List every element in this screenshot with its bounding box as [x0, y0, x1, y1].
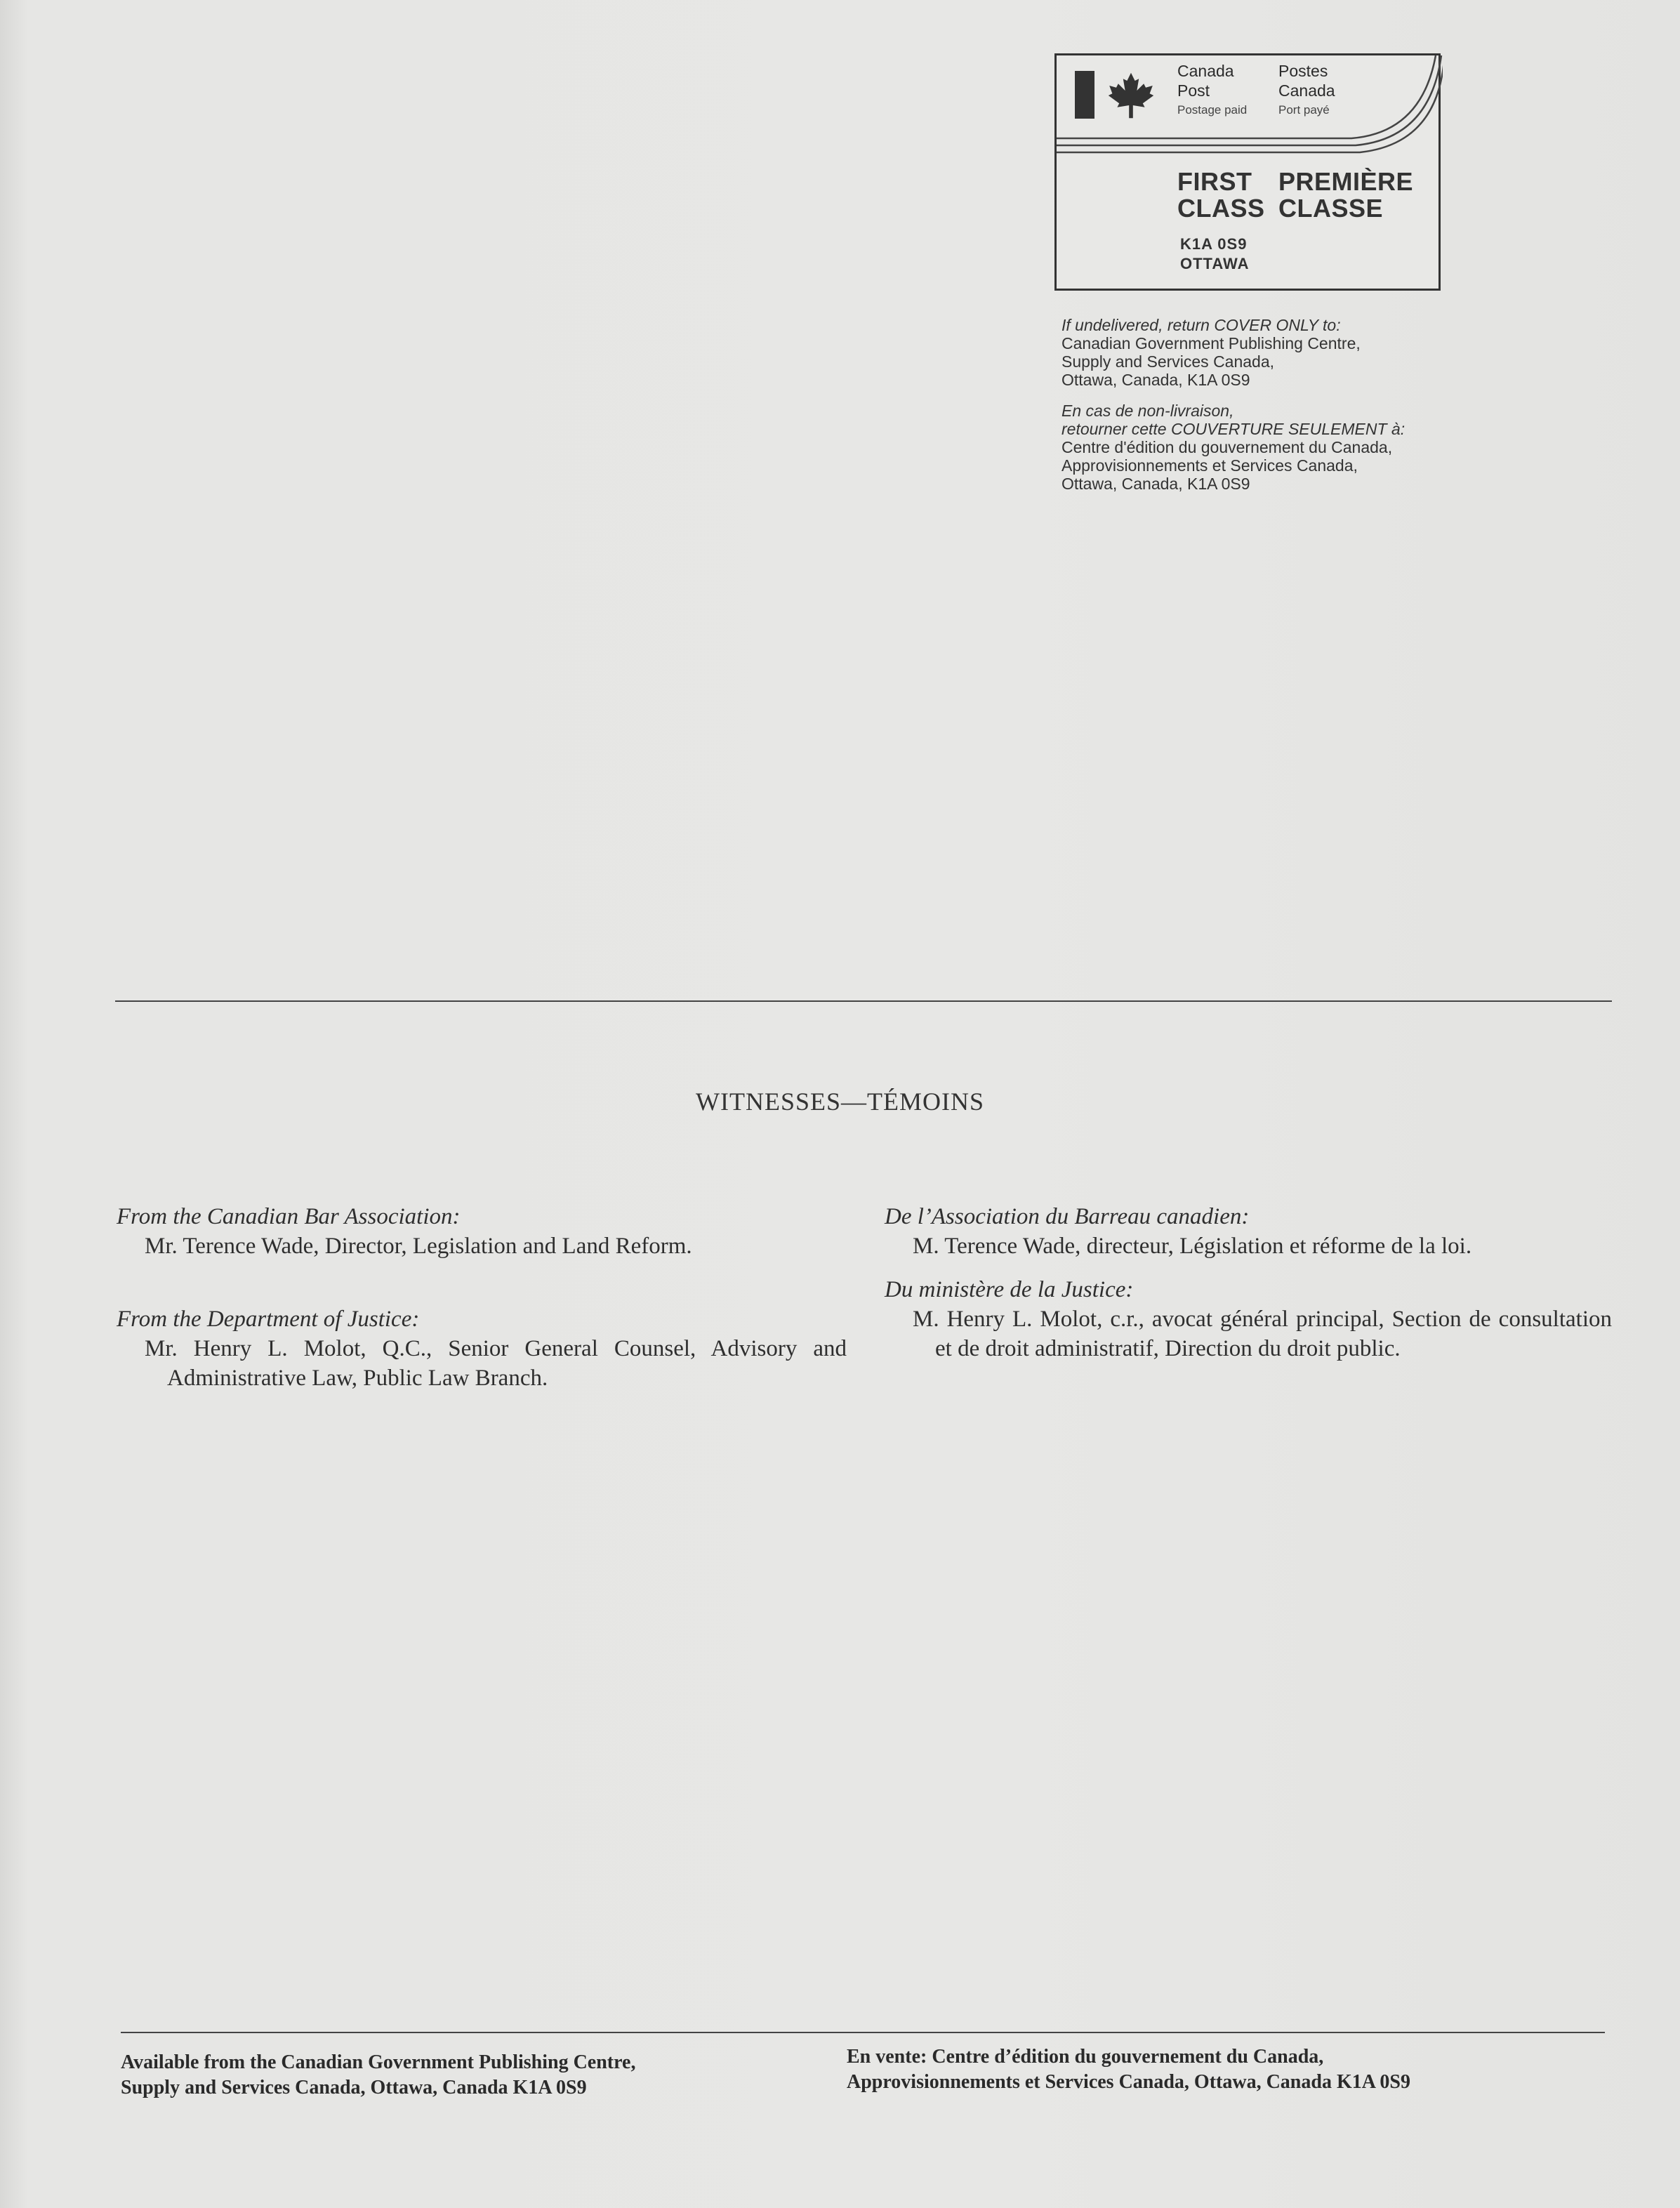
return-en-line: Supply and Services Canada,	[1061, 352, 1275, 371]
footer-en-line: Supply and Services Canada, Ottawa, Canada K1A 0S9	[121, 2077, 587, 2098]
return-en-line: Canadian Government Publishing Centre,	[1061, 334, 1361, 352]
witness-entry: Mr. Henry L. Molot, Q.C., Senior General Counsel, Advisory and Administrative Law, Public Law Branch.	[145, 1336, 847, 1391]
return-notice	[1061, 316, 1553, 493]
return-fr-line: Approvisionnements et Services Canada,	[1061, 456, 1358, 475]
witness-heading: From the Department of Justice:	[117, 1307, 420, 1332]
flag-bar	[1075, 71, 1094, 119]
witnesses-english-column	[117, 1202, 847, 1393]
indicia-canada-fr: Canada	[1278, 81, 1335, 100]
return-en-line: Ottawa, Canada, K1A 0S9	[1061, 371, 1250, 389]
indicia-premiere: PREMIÈRE	[1278, 167, 1414, 196]
witnesses-french-column	[885, 1202, 1612, 1363]
footer-divider	[121, 2032, 1605, 2033]
footer-en-line: Available from the Canadian Government Publishing Centre,	[121, 2051, 636, 2073]
witness-entry: M. Terence Wade, directeur, Législation et réforme de la loi.	[913, 1234, 1472, 1259]
footer-fr-line: Approvisionnements et Services Canada, Ottawa, Canada K1A 0S9	[847, 2071, 1410, 2093]
witness-entry: Mr. Terence Wade, Director, Legislation and Land Reform.	[145, 1234, 692, 1259]
indicia-postage-paid: Postage paid	[1177, 103, 1248, 117]
return-fr-line: Centre d'édition du gouvernement du Canada,	[1061, 438, 1393, 456]
indicia-classe-fr: CLASSE	[1278, 194, 1384, 223]
return-fr-line: En cas de non-livraison,	[1061, 402, 1234, 420]
witness-heading: From the Canadian Bar Association:	[117, 1204, 461, 1229]
indicia-class-en: CLASS	[1177, 194, 1265, 223]
maple-leaf-icon	[1106, 71, 1156, 120]
footer-english	[121, 2050, 635, 2101]
witness-heading: Du ministère de la Justice:	[885, 1277, 1134, 1302]
witnesses-title: WITNESSES—TÉMOINS	[696, 1088, 984, 1116]
witness-heading: De l’Association du Barreau canadien:	[885, 1204, 1250, 1229]
return-fr-line: Ottawa, Canada, K1A 0S9	[1061, 475, 1250, 493]
indicia-port-paye: Port payé	[1278, 103, 1330, 117]
indicia-canada-en: Canada	[1177, 62, 1234, 80]
section-divider	[115, 1000, 1612, 1002]
indicia-city: OTTAWA	[1180, 255, 1250, 272]
postage-indicia	[1054, 53, 1441, 291]
indicia-postal-code: K1A 0S9	[1180, 235, 1248, 253]
indicia-postes-fr: Postes	[1278, 62, 1328, 80]
witness-entry: M. Henry L. Molot, c.r., avocat général principal, Section de consultation et de droit administratif, Direction du droit public.	[913, 1307, 1612, 1361]
indicia-first: FIRST	[1177, 167, 1252, 196]
footer-french	[847, 2044, 1410, 2095]
indicia-post-en: Post	[1177, 81, 1210, 100]
footer-fr-line: En vente: Centre d’édition du gouvernement du Canada,	[847, 2046, 1324, 2068]
return-fr-line: retourner cette COUVERTURE SEULEMENT à:	[1061, 420, 1405, 438]
return-en-line: If undelivered, return COVER ONLY to:	[1061, 316, 1341, 334]
